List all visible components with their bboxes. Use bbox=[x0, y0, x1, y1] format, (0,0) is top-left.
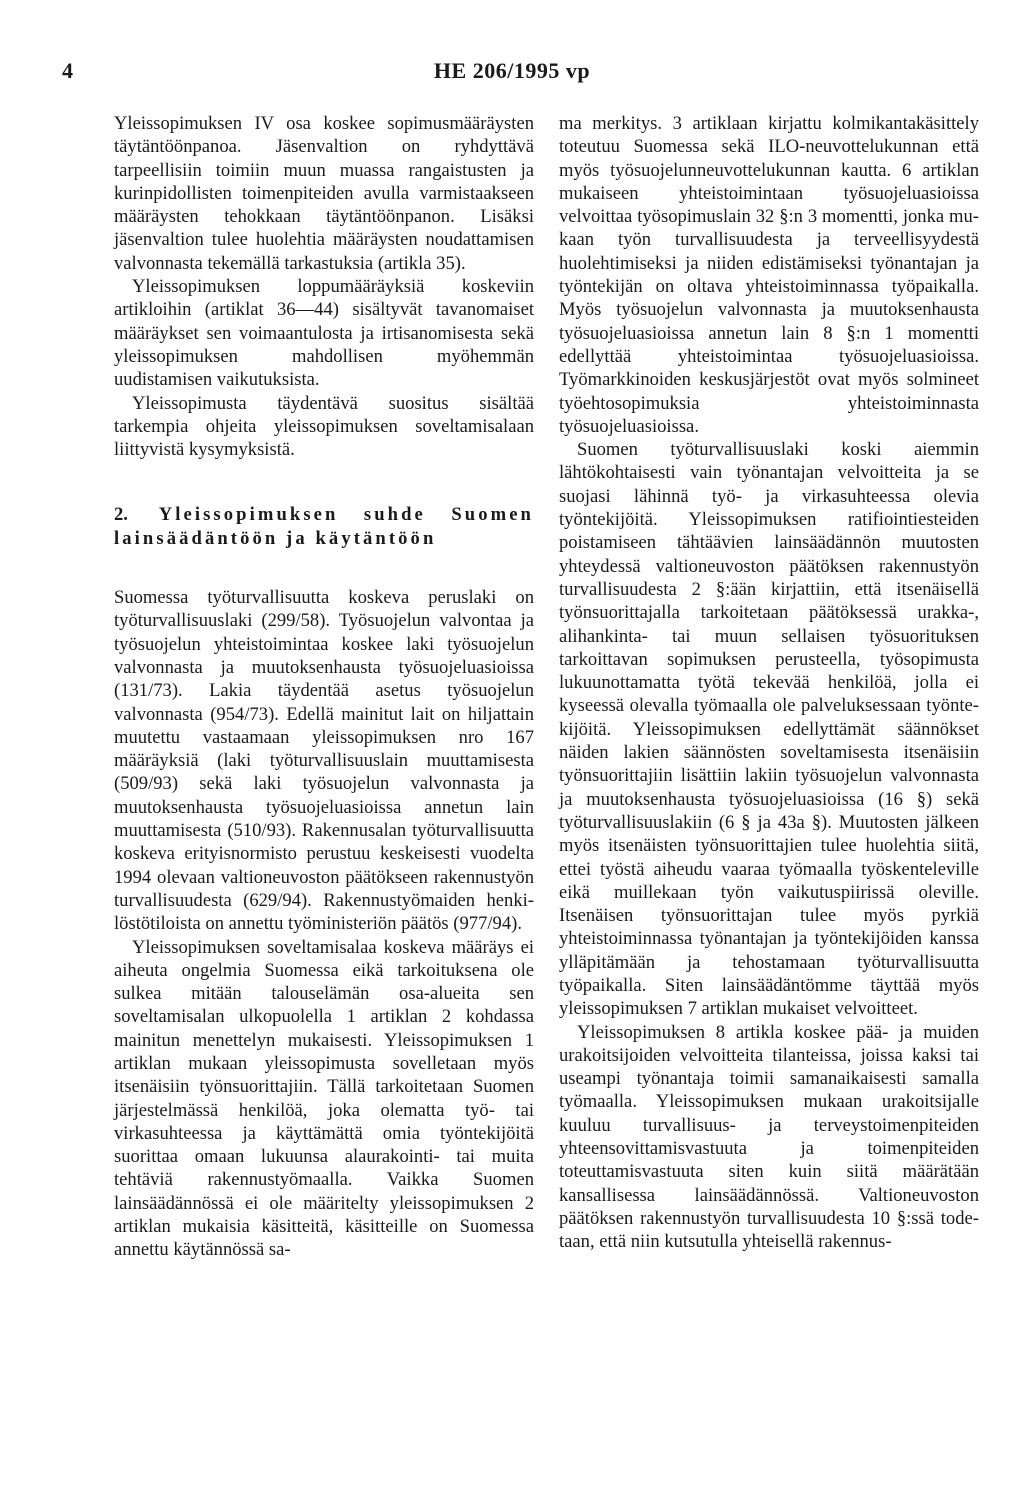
paragraph: Yleissopimuksen IV osa koskee sopimusmääräysten täytäntöönpanoa. Jäsenvaltion on ryhdyttävä tarpeellisiin toimiin muun muassa rangaistusten ja kurinpidollisten toimenpiteiden avulla varmistaakseen määräysten tehokkaan täytäntöönpanon. Lisäksi jäsenvaltion tulee huolehtia määräysten noudattamisen valvonnasta tekemällä tarkastuksia (artikla 35). bbox=[114, 113, 534, 274]
paragraph: ma merkitys. 3 artiklaan kirjattu kolmikantakäsittely toteutuu Suomessa sekä ILO-neuvottelukunnan että myös työsuojelunneuvottelukunnan kautta. 6 artiklan mukaiseen yhteistoimintaan työsuojeluasioissa velvoittaa työsopimuslain 32 §:n 3 momentti, jonka mukaan työn turvallisuudesta ja terveellisyydestä huolehtimiseksi ja niiden edistämiseksi työnantajan ja työntekijän on oltava yhteistoiminnassa työpaikalla. Myös työsuojelun valvonnasta ja muutoksenhausta työsuojeluasioissa annetun lain 8 §:n 1 momentti edellyttää yhteistoimintaa työsuojeluasioissa. Työmarkkinoiden keskusjärjestöt ovat myös solmineet työehtosopimuksia yhteistoiminnasta työsuojeluasioissa. bbox=[559, 113, 979, 437]
paragraph: Yleissopimuksen soveltamisalaa koskeva määräys ei aiheuta ongelmia Suomessa eikä tarkoituksena ole sulkea mitään talouselämän osa-alueita sen soveltamisalan ulkopuolella 1 artiklan 2 kohdassa mainitun menettelyn mukaisesti. Yleissopimuksen 1 artiklan mukaan yleissopimusta sovelletaan myös itsenäisiin työnsuorittajiin. Tällä tarkoitetaan Suomen järjestelmässä henkilöä, joka olematta työ- tai virkasuhteessa ja käyttämättä omia työntekijöitä suorittaa omaan lukuunsa alaurakointi- tai muita tehtäviä rakennustyömaalla. Vaikka Suomen lainsäädännössä ei ole määritelty yleissopimuksen 2 artiklan mukaisia käsitteitä, käsitteille on Suomessa annettu käytännössä sa- bbox=[114, 936, 534, 1261]
paragraph: Suomen työturvallisuuslaki koski aiemmin lähtökohtaisesti vain työnantajan velvoitteita ja se suojasi lähinnä työ- ja virkasuhteessa olevia työntekijöitä. Yleissopimuksen ratifiointiesteiden poistamiseen tähtäävien lainsäädännön muutosten yhteydessä valtioneuvoston päätöksen rakennustyön turvallisuudesta 2 §:ään kirjattiin, että itsenäisellä työnsuorittajalla tarkoitetaan päätöksessä urakka-, alihankinta- tai muun sellaisen työsuorituksen tarkoittavan sopimuksen perusteella, työsopimusta lukuunottamatta työtä tekevää henkilöä, jolla ei kyseessä olevalla työmaalla ole palveluksessaan työntekijöitä. Yleissopimuksen edellyttämät säännökset näiden lakien säännösten soveltamisesta itsenäisiin työnsuorittajiin lisättiin lakiin työsuojelun valvonnasta ja muutoksenhausta työsuojeluasioissa (16 §) sekä työturvallisuuslakiin (6 § ja 43a §). Muutosten jälkeen myös itsenäisten työnsuorittajien tulee huolehtia siitä, ettei työstä aiheudu vaaraa työmaalla työskenteleville eikä muillekaan työn vaikutuspiirissä oleville. Itsenäisen työnsuorittajan tulee myös pyrkiä yhteistoiminnassa työnantajan ja työntekijöiden kanssa ylläpitämään ja tehostamaan työturvallisuutta työpaikalla. Siten lainsäädäntömme täyttää myös yleissopimuksen 7 artiklan mukaiset velvoitteet. bbox=[559, 439, 979, 1020]
section-heading bbox=[114, 503, 534, 550]
paragraph: Yleissopimuksen loppumääräyksiä koskeviin artikloihin (artiklat 36—44) sisältyvät tavanomaiset määräykset sen voimaantulosta ja irtisanomisesta sekä yleissopimuksen mahdollisen myöhemmän uudistamisen vaikutuksista. bbox=[114, 276, 534, 391]
section-number: 2. bbox=[114, 504, 128, 526]
section-title: Yleissopimuksen suhde Suomen lainsäädäntöön ja käytäntöön bbox=[114, 504, 534, 549]
page-number: 4 bbox=[62, 58, 73, 83]
paragraph: Yleissopimusta täydentävä suositus sisältää tarkempia ohjeita yleissopimuksen soveltamisalaan liittyvistä kysymyksistä. bbox=[114, 392, 534, 461]
paragraph: Suomessa työturvallisuutta koskeva peruslaki on työturvallisuuslaki (299/58). Työsuojelun valvontaa ja työsuojelun yhteistoimintaa koskee laki työsuojelun valvonnasta ja muutoksenhausta työsuojeluasioissa (131/73). Lakia täydentää asetus työsuojelun valvonnasta (954/73). Edellä mainitut lait on hiljattain muutettu vastaamaan yleissopimuksen nro 167 määräyksiä (laki työturvallisuuslain muuttamisesta (509/93) sekä laki työsuojelun valvonnasta ja muutoksenhausta työsuojeluasioissa annetun lain muuttamisesta (510/93). Rakennusalan työturvallisuutta koskeva erityisnormisto perustuu keskeisesti vuodelta 1994 olevaan valtioneuvoston päätökseen rakennustyön turvallisuudesta (629/94). Rakennustyömaiden henkilöstötiloista on annettu työministeriön päätös (977/94). bbox=[114, 587, 534, 935]
page-header bbox=[0, 58, 1024, 86]
paragraph: Yleissopimuksen 8 artikla koskee pää- ja muiden urakoitsijoiden velvoitteita tilanteissa, joissa kaksi tai useampi työnantaja toimii samanaikaisesti samalla työmaalla. Yleissopimuksen mukaan urakoitsijalle kuuluu turvallisuus- ja terveystoimenpiteiden yhteensovittamisvastuuta ja toimenpiteiden toteuttamisvastuuta siten kuin siitä määrätään kansallisessa lainsäädännössä. Valtioneuvoston päätöksen rakennustyön turvallisuudesta 10 §:ssä todetaan, että niin kutsutulla yhteisellä rakennus- bbox=[559, 1021, 979, 1253]
document-id: HE 206/1995 vp bbox=[433, 58, 591, 83]
left-column bbox=[114, 112, 534, 1262]
right-column bbox=[559, 112, 979, 1254]
